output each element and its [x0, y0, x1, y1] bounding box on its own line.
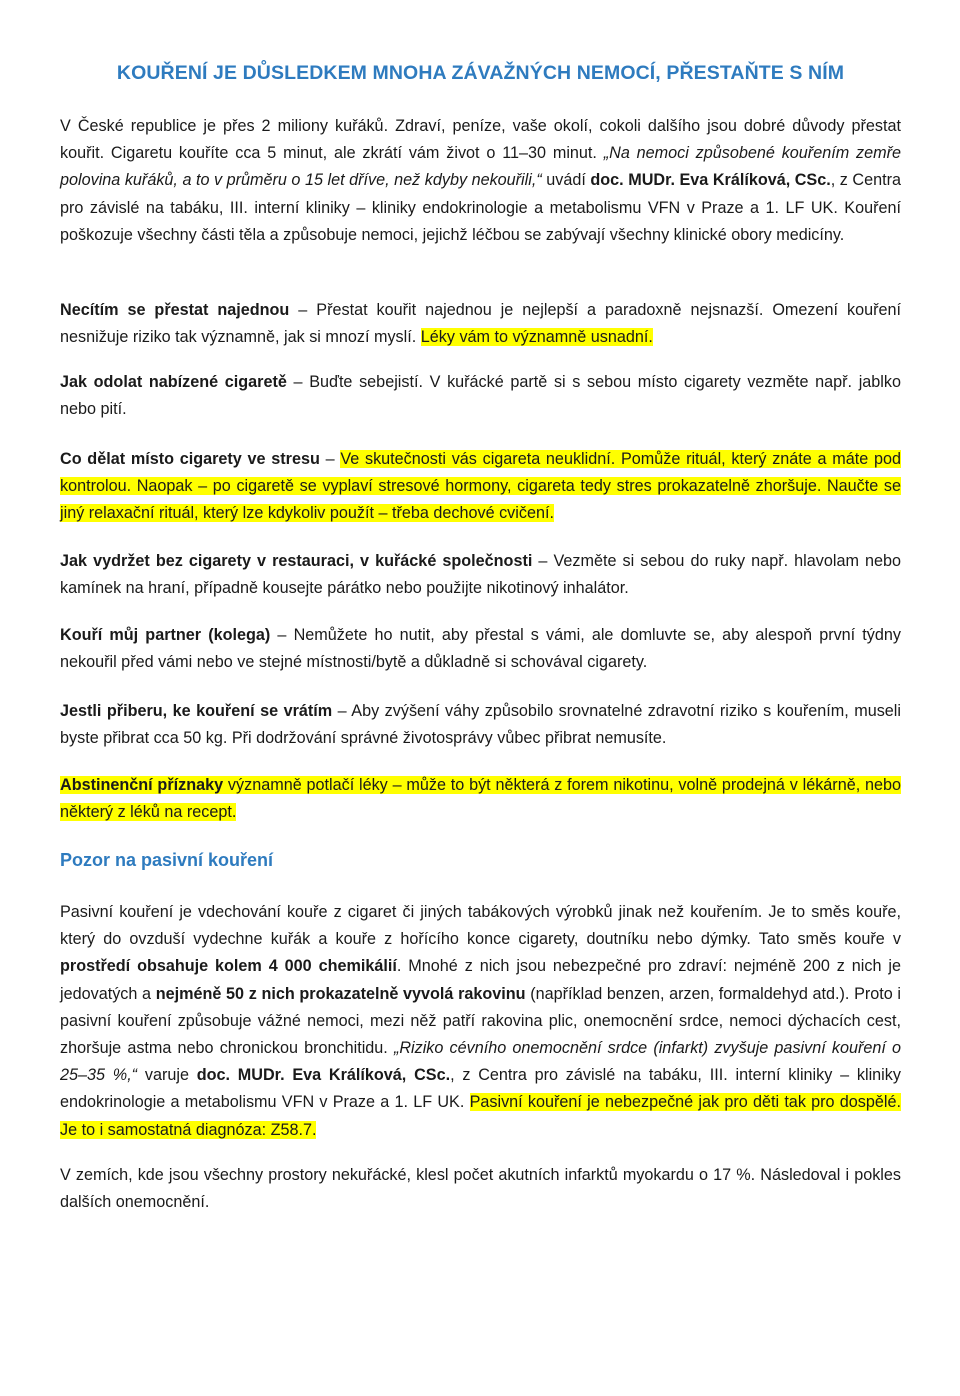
dash: –	[332, 702, 352, 720]
section-text: Přestat kouřit najednou je nejlepší a paradoxně nejsnazší. Omezení kouření nesnižuje riziko tak významně, jak si mnozí myslí.	[60, 301, 901, 347]
highlighted-text: Pasivní kouření je nebezpečné jak pro děti tak pro dospělé. Je to i samostatná diagnóza: Z58.7.	[60, 1093, 901, 1139]
section-stress	[60, 446, 901, 528]
section-heading: Kouří můj partner (kolega)	[60, 626, 271, 644]
intro-quote: „Na nemoci způsobené kouřením zemře polovina kuřáků, a to v průměru o 15 let dříve, než kdyby nekouřili,“	[60, 144, 901, 190]
dash: –	[532, 552, 554, 570]
section-heading: Co dělat místo cigarety ve stresu	[60, 450, 320, 468]
highlighted-text: významně potlačí léky – může to být některá z forem nikotinu, volně prodejná v lékárně, nebo některý z léků na recept.	[60, 776, 902, 822]
intro-doctor: doc. MUDr. Eva Králíková, CSc.	[590, 171, 831, 190]
highlighted-text: Ve skutečnosti vás cigareta neuklidní. Pomůže rituál, který znáte a máte pod kontrolou. Naopak – po cigaretě se vyplaví stresové hormony, cigareta tedy stres prokazatelně zhoršuje. Naučte se jiný relaxační rituál, který lze kdykoliv použít – třeba dechové cvičení.	[60, 450, 901, 523]
section-text: Buďte sebejistí. V kuřácké partě si s sebou místo cigarety vezměte např. jablko nebo pití.	[60, 373, 902, 419]
section-heading: Jak vydržet bez cigarety v restauraci, v kuřácké společnosti	[60, 552, 533, 570]
passive-quote: „Riziko cévního onemocnění srdce (infarkt) zvyšuje pasivní kouření o 25–35 %,“	[60, 1039, 901, 1085]
section-heading: Jak odolat nabízené cigaretě	[60, 373, 287, 391]
section-quit-at-once	[60, 297, 901, 351]
intro-text-2: uvádí	[541, 171, 591, 190]
section-partner	[60, 622, 901, 676]
intro-text-3: , z Centra pro závislé na tabáku, III. interní kliniky – kliniky endokrinologie a metabolismu VFN v Praze a 1. LF UK. Kouření poškozuje všechny části těla a způsobuje nemoci, jejichž léčbou se zabývají všechny klinické obory medicíny.	[60, 171, 901, 244]
intro-paragraph	[60, 113, 901, 249]
passive-smoking-paragraph	[60, 899, 901, 1144]
intro-text-1: V České republice je přes 2 miliony kuřáků. Zdraví, peníze, vaše okolí, cokoli dalšího jsou dobré důvody přestat kouřit. Cigaretu kouříte cca 5 minut, ale zkrátí vám život o 11–30 minut.	[60, 117, 901, 163]
closing-paragraph: V zemích, kde jsou všechny prostory nekuřácké, klesl počet akutních infarktů myokardu o 17 %. Následoval i pokles dalších onemocnění.	[60, 1166, 901, 1212]
passive-doctor: doc. MUDr. Eva Králíková, CSc.	[196, 1066, 451, 1085]
section-heading: Necítím se přestat najednou	[60, 301, 290, 319]
passive-bold-2: nejméně 50 z nich prokazatelně vyvolá rakovinu	[155, 984, 526, 1003]
section-heading: Abstinenční příznaky	[60, 776, 224, 794]
dash: –	[270, 626, 294, 644]
section-restaurant	[60, 548, 901, 602]
page-title: KOUŘENÍ JE DŮSLEDKEM MNOHA ZÁVAŽNÝCH NEMOCÍ, PŘESTAŇTE S NÍM	[116, 62, 845, 84]
section-weight	[60, 698, 901, 752]
section-title-passive-smoking: Pozor na pasivní kouření	[60, 850, 274, 870]
passive-text-2: . Mnohé z nich jsou nebezpečné pro zdraví: nejméně 200 z nich je jedovatých a	[60, 957, 902, 1003]
passive-text-1: Pasivní kouření je vdechování kouře z cigaret či jiných tabákových výrobků jinak než kouřením. Je to směs kouře, který do ovzduší vydechne kuřák a kouře z hořícího konce cigarety, doutníku nebo dýmky. Tato směs kouře v	[60, 903, 901, 949]
section-text: Aby zvýšení váhy způsobilo srovnatelné zdravotní riziko s kouřením, museli byste přibrat cca 50 kg. Při dodržování správné životosprávy vůbec přibrat nemusíte.	[60, 702, 901, 748]
passive-text-3: (například benzen, arzen, formaldehyd atd.). Proto i pasivní kouření způsobuje vážné nemoci, mezi něž patří rakovina plic, onemocnění srdce, nemoci dýchacích cest, zhoršuje astma nebo chronickou bronchitidu.	[60, 984, 902, 1058]
section-heading: Jestli přiberu, ke kouření se vrátím	[60, 702, 333, 720]
passive-bold-1: prostředí obsahuje kolem 4 000 chemikálií	[60, 957, 397, 976]
passive-text-4: varuje	[137, 1066, 197, 1085]
section-text: Vezměte si sebou do ruky např. hlavolam nebo kamínek na hraní, případně kousejte párátko nebo použijte nikotinový inhalátor.	[60, 552, 902, 598]
section-resist-cigarette	[60, 369, 901, 423]
passive-text-5: , z Centra pro závislé na tabáku, III. interní kliniky – kliniky endokrinologie a metabolismu VFN v Praze a 1. LF UK.	[60, 1066, 901, 1112]
dash: –	[289, 301, 317, 319]
highlighted-text: Léky vám to významně usnadní.	[420, 328, 653, 347]
dash: –	[319, 450, 341, 468]
dash: –	[286, 373, 310, 391]
section-text: Nemůžete ho nutit, aby přestal s vámi, ale domluvte se, aby alespoň první týdny nekouřil před vámi nebo ve stejné místnosti/bytě a důkladně si schovával cigarety.	[60, 626, 901, 672]
section-withdrawal	[60, 772, 901, 826]
